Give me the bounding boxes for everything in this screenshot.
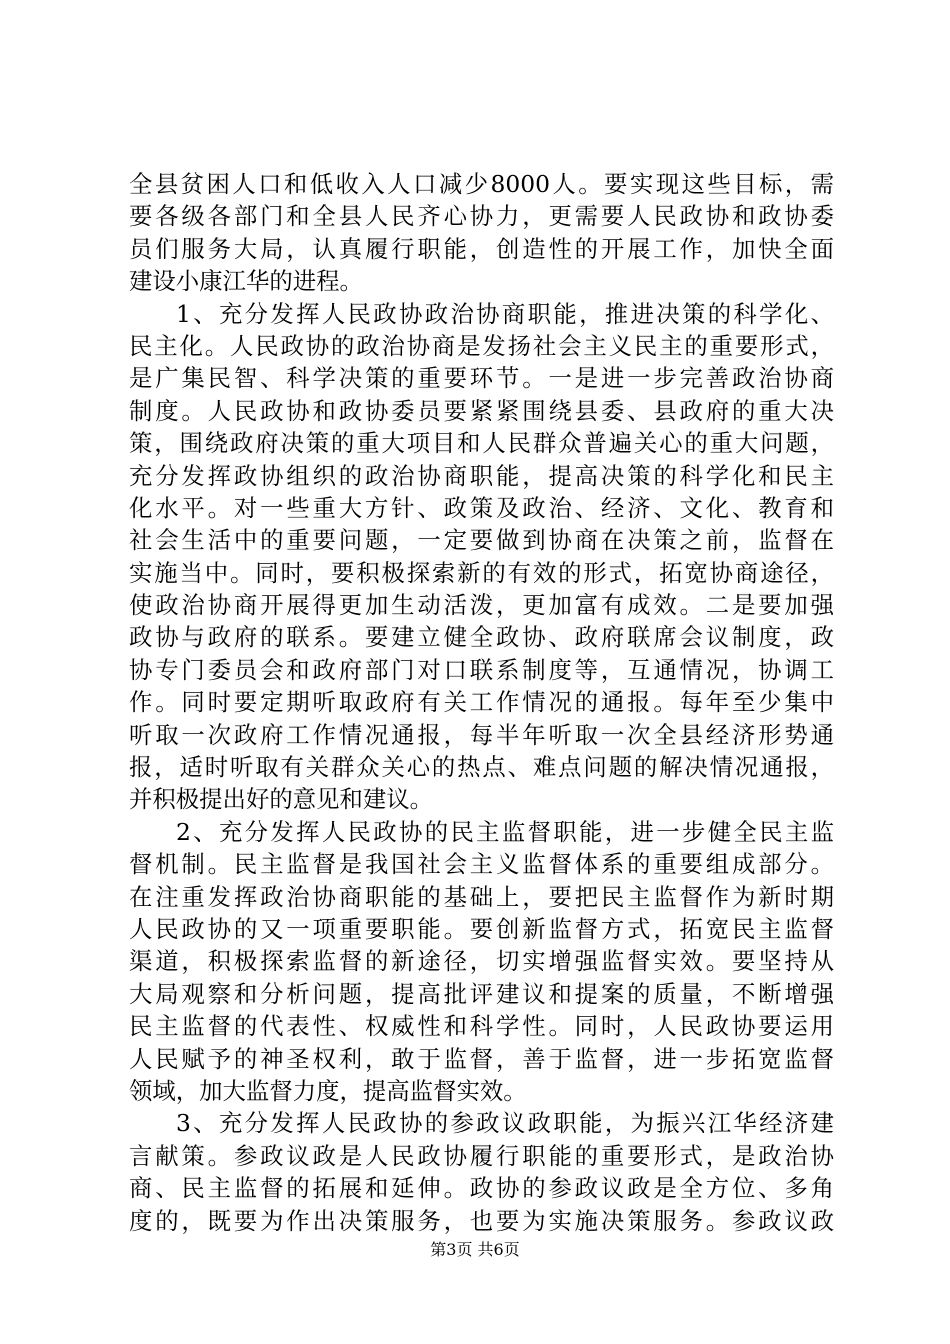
text-line: 渠道，积极探索监督的新途径，切实增强监督实效。要坚持从 (129, 947, 834, 976)
text-line: 报，适时听取有关群众关心的热点、难点问题的解决情况通报， (129, 753, 834, 782)
text-line: 全县贫困人口和低收入人口减少8000人。要实现这些目标，需 (129, 170, 834, 198)
text-line: 人民赋予的神圣权利，敢于监督，善于监督，进一步拓宽监督 (129, 1044, 834, 1073)
text-line: 听取一次政府工作情况通报，每半年听取一次全县经济形势通 (129, 720, 834, 749)
text-line: 民主监督的代表性、权威性和科学性。同时，人民政协要运用 (129, 1012, 834, 1041)
text-line: 言献策。参政议政是人民政协履行职能的重要形式，是政治协 (129, 1141, 834, 1170)
text-line: 协专门委员会和政府部门对口联系制度等，互通情况，协调工 (129, 655, 834, 684)
text-line: 领域，加大监督力度，提高监督实效。 (129, 1076, 527, 1105)
text-line: 策，围绕政府决策的重大项目和人民群众普遍关心的重大问题， (129, 429, 834, 458)
text-line: 政协与政府的联系。要建立健全政协、政府联席会议制度，政 (129, 623, 834, 652)
text-line: 3、充分发挥人民政协的参政议政职能，为振兴江华经济建 (176, 1109, 834, 1138)
text-line: 商、民主监督的拓展和延伸。政协的参政议政是全方位、多角 (129, 1174, 834, 1203)
text-line: 是广集民智、科学决策的重要环节。一是进一步完善政治协商 (129, 364, 834, 393)
text-line: 建设小康江华的进程。 (129, 267, 363, 296)
text-line: 大局观察和分析问题，提高批评建议和提案的质量，不断增强 (129, 979, 834, 1008)
text-line: 在注重发挥政治协商职能的基础上，要把民主监督作为新时期 (129, 882, 834, 911)
text-line: 人民政协的又一项重要职能。要创新监督方式，拓宽民主监督 (129, 914, 834, 943)
text-line: 化水平。对一些重大方针、政策及政治、经济、文化、教育和 (129, 493, 834, 522)
text-line: 社会生活中的重要问题，一定要做到协商在决策之前，监督在 (129, 526, 834, 555)
text-line: 2、充分发挥人民政协的民主监督职能，进一步健全民主监 (176, 817, 834, 846)
text-line: 员们服务大局，认真履行职能，创造性的开展工作，加快全面 (129, 234, 834, 263)
page-number-footer: 第3页 共6页 (430, 1240, 520, 1259)
text-line: 度的，既要为作出决策服务，也要为实施决策服务。参政议政 (129, 1206, 834, 1235)
text-line: 民主化。人民政协的政治协商是发扬社会主义民主的重要形式， (129, 331, 834, 360)
text-line: 实施当中。同时，要积极探索新的有效的形式，拓宽协商途径， (129, 558, 834, 587)
body-text (129, 168, 834, 1237)
text-line: 要各级各部门和全县人民齐心协力，更需要人民政协和政协委 (129, 202, 834, 231)
text-line: 1、充分发挥人民政协政治协商职能，推进决策的科学化、 (176, 299, 834, 328)
text-line: 制度。人民政协和政协委员要紧紧围绕县委、县政府的重大决 (129, 396, 834, 425)
text-line: 督机制。民主监督是我国社会主义监督体系的重要组成部分。 (129, 850, 834, 879)
text-line: 充分发挥政协组织的政治协商职能，提高决策的科学化和民主 (129, 461, 834, 490)
text-line: 作。同时要定期听取政府有关工作情况的通报。每年至少集中 (129, 688, 834, 717)
text-line: 使政治协商开展得更加生动活泼，更加富有成效。二是要加强 (129, 591, 834, 620)
text-line: 并积极提出好的意见和建议。 (129, 785, 434, 814)
